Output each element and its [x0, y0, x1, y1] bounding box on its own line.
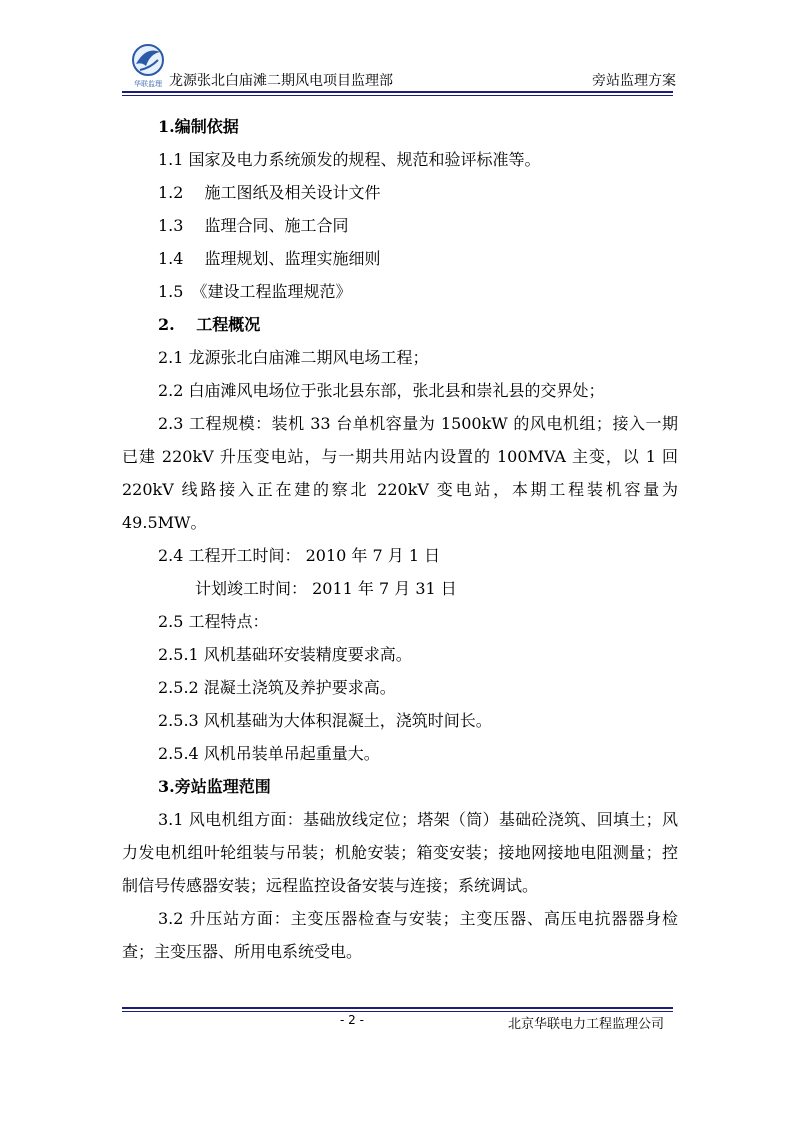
company-logo	[128, 42, 168, 88]
header-rule-thin	[122, 95, 673, 96]
footer-company: 北京华联电力工程监理公司	[507, 1017, 664, 1032]
item-1-3: 1.3 监理合同、施工合同	[158, 216, 349, 235]
section-3-heading: 3.旁站监理范围	[158, 777, 271, 796]
header-document-title: 旁站监理方案	[592, 73, 676, 89]
page-number: - 2 -	[340, 1013, 364, 1027]
item-3-1: 3.1 风电机组方面：基础放线定位；塔架（筒）基础砼浇筑、回填土；风力发电机组叶轮组装与吊装；机舱安装；箱变安装；接地网接地电阻测量；控制信号传感器安装；远程监控设备安装与连接；系统调试。	[122, 810, 678, 895]
header-project-title: 龙源张北白庙滩二期风电项目监理部	[169, 73, 393, 89]
item-2-5-2: 2.5.2 混凝土浇筑及养护要求高。	[158, 678, 396, 697]
section-1-heading: 1.编制依据	[158, 117, 239, 136]
footer-rule	[122, 1007, 673, 1009]
item-2-5: 2.5 工程特点：	[158, 612, 269, 631]
document-body	[122, 110, 678, 968]
item-1-1: 1.1 国家及电力系统颁发的规程、规范和验评标准等。	[158, 150, 541, 169]
item-1-2: 1.2 施工图纸及相关设计文件	[158, 183, 381, 202]
item-2-2: 2.2 白庙滩风电场位于张北县东部，张北县和崇礼县的交界处；	[158, 381, 605, 400]
item-2-5-4: 2.5.4 风机吊装单吊起重量大。	[158, 744, 380, 763]
item-2-1: 2.1 龙源张北白庙滩二期风电场工程；	[158, 348, 429, 367]
header-rule	[122, 91, 673, 93]
item-2-4-end: 计划竣工时间： 2011 年 7 月 31 日	[195, 579, 457, 598]
item-1-4: 1.4 监理规划、监理实施细则	[158, 249, 381, 268]
logo-text: 华联监理	[134, 80, 162, 88]
item-2-5-1: 2.5.1 风机基础环安装精度要求高。	[158, 645, 412, 664]
footer-rule-thin	[122, 1011, 673, 1012]
section-2-heading: 2. 工程概况	[158, 315, 261, 334]
item-3-2: 3.2 升压站方面：主变压器检查与安装；主变压器、高压电抗器器身检查；主变压器、所用电系统受电。	[122, 909, 678, 961]
item-2-5-3: 2.5.3 风机基础为大体积混凝土，浇筑时间长。	[158, 711, 492, 730]
item-2-4-start: 2.4 工程开工时间： 2010 年 7 月 1 日	[158, 546, 441, 565]
item-1-5: 1.5 《建设工程监理规范》	[158, 282, 352, 301]
item-2-3: 2.3 工程规模：装机 33 台单机容量为 1500kW 的风电机组；接入一期已建 220kV 升压变电站，与一期共用站内设置的 100MVA 主变，以 1 回 220kV 线路接入正在建的察北 220kV 变电站，本期工程装机容量为 49.5MW。	[122, 414, 678, 532]
